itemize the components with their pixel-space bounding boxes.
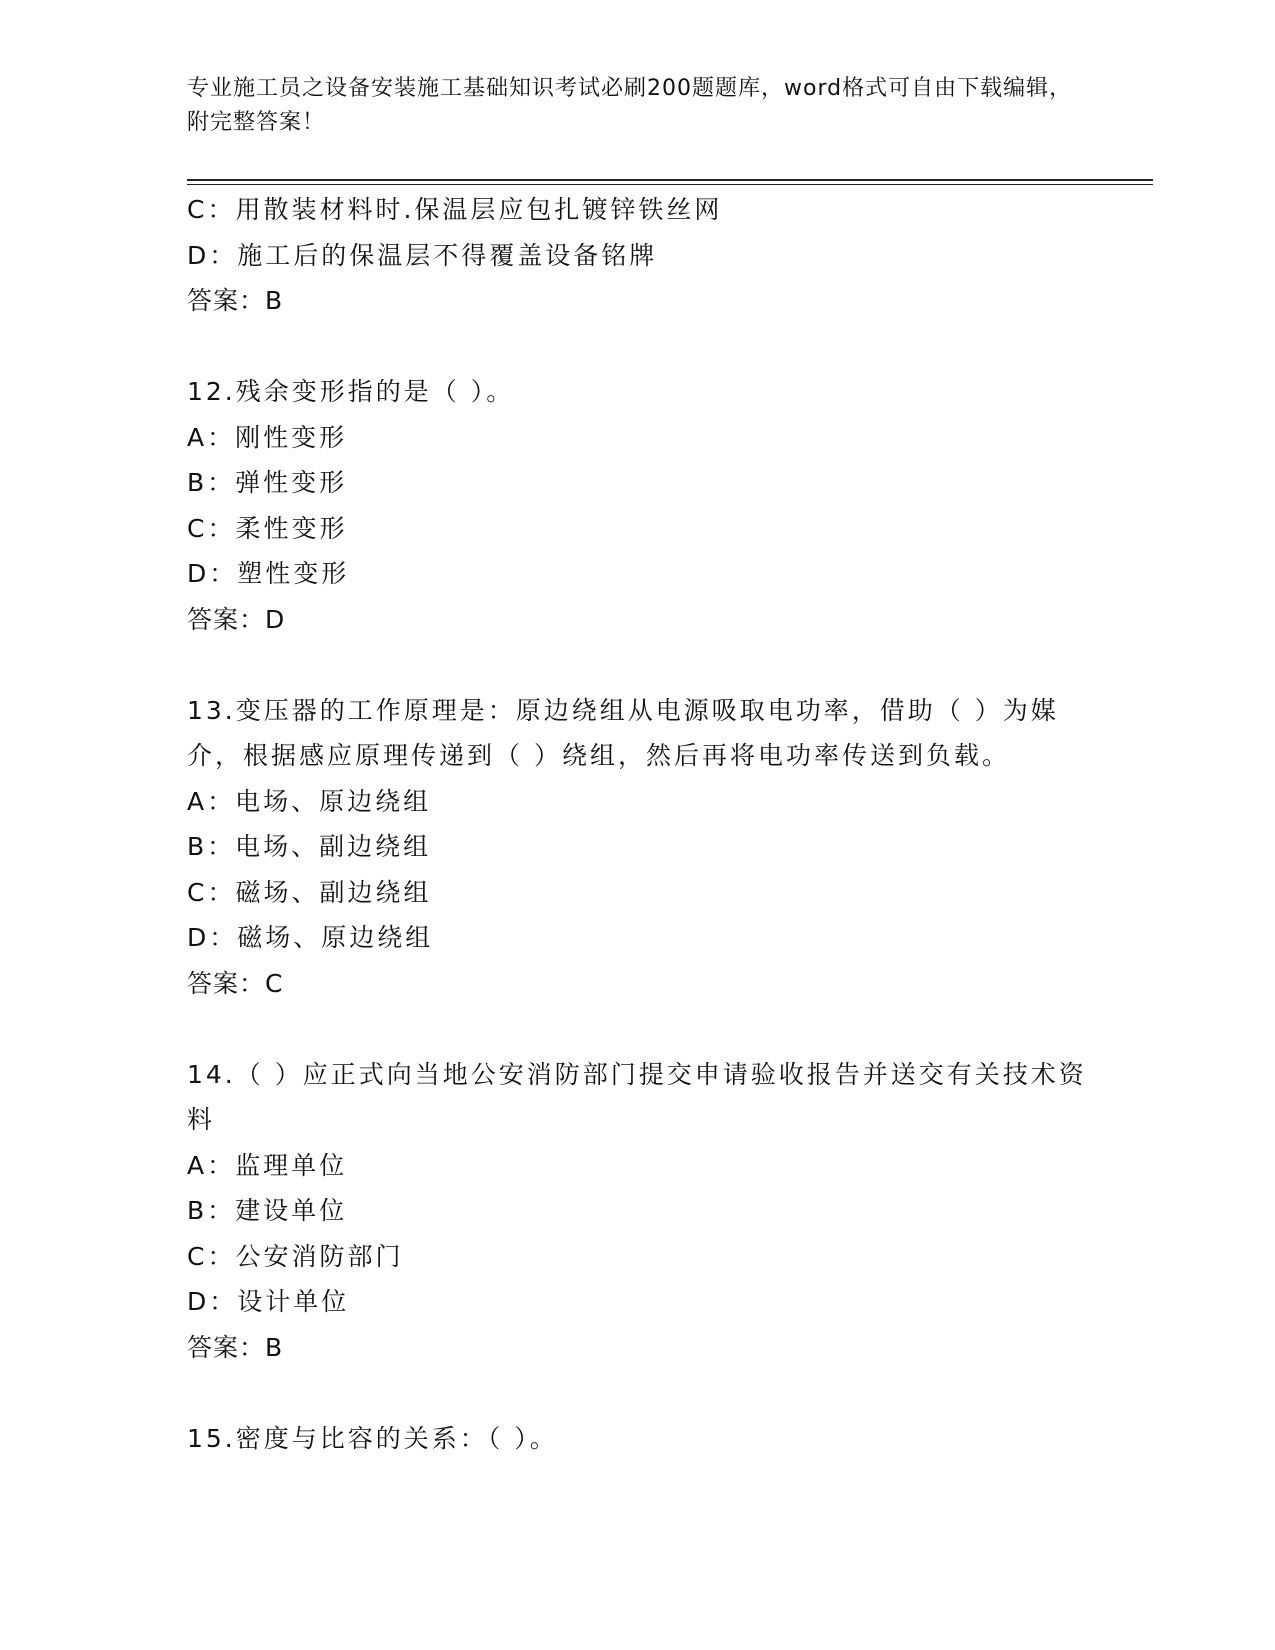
question-15 (187, 1416, 1087, 1462)
option-c: C：柔性变形 (187, 513, 348, 543)
question-text: 12.残余变形指的是（ ）。 (187, 377, 515, 406)
prev-question-tail (187, 187, 1087, 324)
option-c: C：用散装材料时.保温层应包扎镀锌铁丝网 (187, 195, 723, 224)
question-text: 13.变压器的工作原理是：原边绕组从电源吸取电功率，借助（ ）为媒介，根据感应原理传递到（ ）绕组，然后再将电功率传送到负载。 (187, 695, 1059, 770)
option-a: A：电场、原边绕组 (187, 786, 432, 816)
option-b: B：电场、副边绕组 (187, 832, 432, 861)
header-divider-thin (187, 184, 1153, 185)
question-12 (187, 369, 1087, 642)
question-list (187, 187, 1087, 1461)
question-13 (187, 688, 1087, 1007)
question-text: 14.（ ）应正式向当地公安消防部门提交申请验收报告并送交有关技术资料 (187, 1059, 1087, 1134)
question-text: 15.密度与比容的关系：（ ）。 (187, 1423, 558, 1453)
option-b: B：建设单位 (187, 1196, 348, 1225)
option-d: D：磁场、原边绕组 (187, 923, 434, 952)
answer: 答案：B (187, 1332, 284, 1362)
option-a: A：监理单位 (187, 1150, 348, 1180)
option-d: D：设计单位 (187, 1287, 350, 1316)
option-d: D：塑性变形 (187, 559, 350, 588)
option-c: C：公安消防部门 (187, 1241, 404, 1271)
option-a: A：刚性变形 (187, 422, 348, 452)
option-c: C：磁场、副边绕组 (187, 877, 432, 907)
answer: 答案：D (187, 604, 286, 634)
header-divider-thick (187, 179, 1153, 181)
question-14 (187, 1052, 1087, 1371)
answer: 答案：B (187, 286, 284, 315)
option-b: B：弹性变形 (187, 468, 348, 497)
answer: 答案：C (187, 968, 284, 998)
page-header: 专业施工员之设备安装施工基础知识考试必刷200题题库，word格式可自由下载编辑，附完整答案！ (187, 76, 1073, 135)
option-d: D：施工后的保温层不得覆盖设备铭牌 (187, 240, 658, 270)
